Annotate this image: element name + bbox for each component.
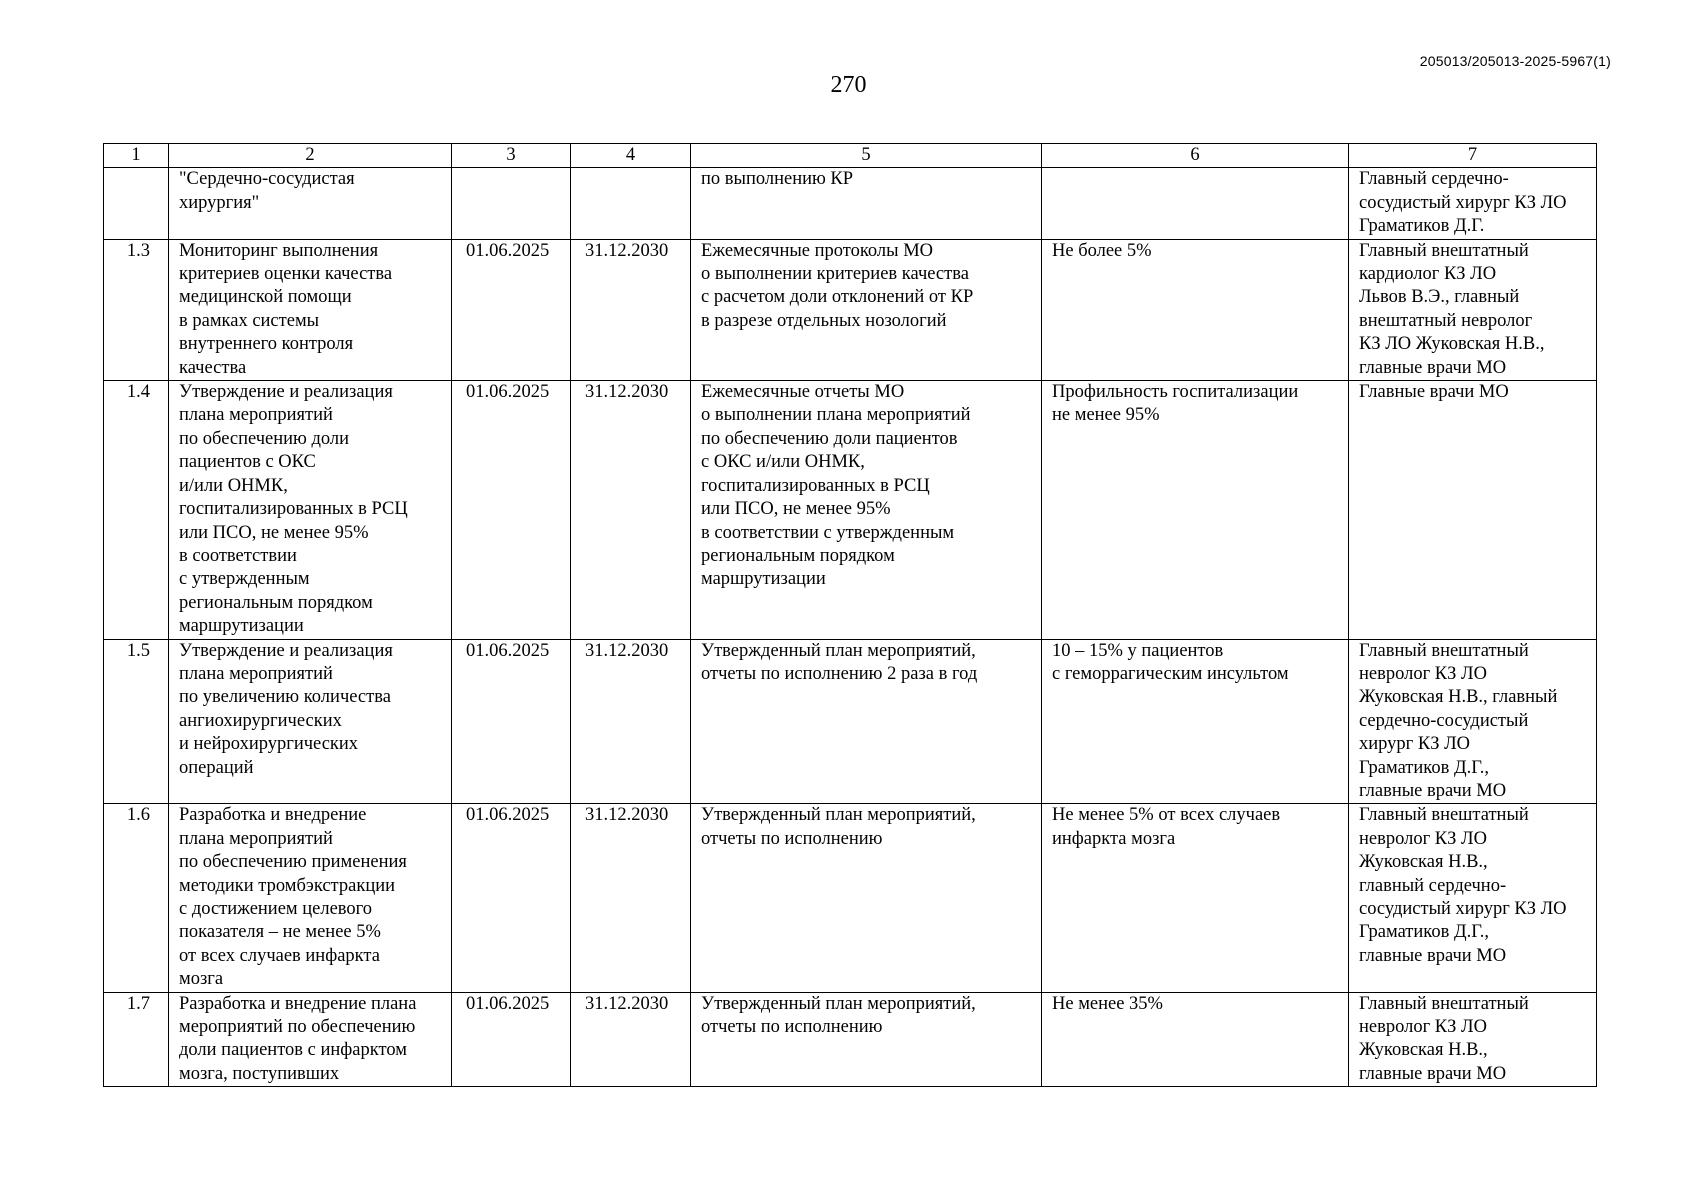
result-cell: Утвержденный план мероприятий, отчеты по исполнению 2 раза в год bbox=[691, 639, 1042, 804]
item-number: 1.7 bbox=[104, 992, 169, 1087]
column-header: 1 bbox=[104, 144, 169, 168]
start-date-cell: 01.06.2025 bbox=[452, 639, 571, 804]
result-cell: по выполнению КР bbox=[691, 168, 1042, 239]
document-id: 205013/205013-2025-5967(1) bbox=[1419, 53, 1611, 69]
column-header: 7 bbox=[1349, 144, 1597, 168]
responsible-cell: Главный внештатный невролог КЗ ЛО Жуковская Н.В., главный сердечно- сосудистый хирург КЗ ЛО Граматиков Д.Г., главные врачи МО bbox=[1349, 804, 1597, 992]
result-cell: Ежемесячные отчеты МО о выполнении плана мероприятий по обеспечению доли пациентов с ОКС и/или ОНМК, госпитализированных в РСЦ или ПСО, не менее 95% в соответствии с утвержденным региональным порядком маршрутизации bbox=[691, 381, 1042, 639]
column-header: 3 bbox=[452, 144, 571, 168]
responsible-cell: Главные врачи МО bbox=[1349, 381, 1597, 639]
indicator-cell bbox=[1042, 168, 1349, 239]
responsible-cell: Главный внештатный невролог КЗ ЛО Жуковская Н.В., главный сердечно-сосудистый хирург КЗ ЛО Граматиков Д.Г., главные врачи МО bbox=[1349, 639, 1597, 804]
end-date-cell bbox=[571, 168, 691, 239]
column-number-row bbox=[104, 144, 1597, 168]
indicator-cell: Не менее 5% от всех случаев инфаркта мозга bbox=[1042, 804, 1349, 992]
activity-cell: Разработка и внедрение плана мероприятий по обеспечению доли пациентов с инфарктом мозга, поступивших bbox=[169, 992, 452, 1087]
item-number: 1.5 bbox=[104, 639, 169, 804]
responsible-cell: Главный внештатный кардиолог КЗ ЛО Львов В.Э., главный внештатный невролог КЗ ЛО Жуковская Н.В., главные врачи МО bbox=[1349, 239, 1597, 380]
indicator-cell: Не менее 35% bbox=[1042, 992, 1349, 1087]
activities-table bbox=[103, 143, 1597, 1087]
item-number: 1.4 bbox=[104, 381, 169, 639]
column-header: 2 bbox=[169, 144, 452, 168]
activity-cell: Разработка и внедрение плана мероприятий по обеспечению применения методики тромбэкстракции с достижением целевого показателя – не менее 5% от всех случаев инфаркта мозга bbox=[169, 804, 452, 992]
end-date-cell: 31.12.2030 bbox=[571, 804, 691, 992]
end-date-cell: 31.12.2030 bbox=[571, 992, 691, 1087]
activity-cell: Мониторинг выполнения критериев оценки качества медицинской помощи в рамках системы внутреннего контроля качества bbox=[169, 239, 452, 380]
result-cell: Утвержденный план мероприятий, отчеты по исполнению bbox=[691, 804, 1042, 992]
page-number: 270 bbox=[830, 72, 867, 98]
item-number bbox=[104, 168, 169, 239]
start-date-cell: 01.06.2025 bbox=[452, 992, 571, 1087]
responsible-cell: Главный сердечно- сосудистый хирург КЗ ЛО Граматиков Д.Г. bbox=[1349, 168, 1597, 239]
table-row bbox=[104, 239, 1597, 380]
activity-cell: "Сердечно-сосудистая хирургия" bbox=[169, 168, 452, 239]
indicator-cell: Профильность госпитализации не менее 95% bbox=[1042, 381, 1349, 639]
table-row bbox=[104, 381, 1597, 639]
start-date-cell: 01.06.2025 bbox=[452, 381, 571, 639]
indicator-cell: 10 – 15% у пациентов с геморрагическим инсультом bbox=[1042, 639, 1349, 804]
table-row bbox=[104, 804, 1597, 992]
end-date-cell: 31.12.2030 bbox=[571, 381, 691, 639]
item-number: 1.6 bbox=[104, 804, 169, 992]
item-number: 1.3 bbox=[104, 239, 169, 380]
table-row bbox=[104, 168, 1597, 239]
responsible-cell: Главный внештатный невролог КЗ ЛО Жуковская Н.В., главные врачи МО bbox=[1349, 992, 1597, 1087]
result-cell: Ежемесячные протоколы МО о выполнении критериев качества с расчетом доли отклонений от КР в разрезе отдельных нозологий bbox=[691, 239, 1042, 380]
start-date-cell: 01.06.2025 bbox=[452, 239, 571, 380]
column-header: 6 bbox=[1042, 144, 1349, 168]
activity-cell: Утверждение и реализация плана мероприятий по увеличению количества ангиохирургических и нейрохирургических операций bbox=[169, 639, 452, 804]
column-header: 5 bbox=[691, 144, 1042, 168]
end-date-cell: 31.12.2030 bbox=[571, 639, 691, 804]
table-row bbox=[104, 992, 1597, 1087]
indicator-cell: Не более 5% bbox=[1042, 239, 1349, 380]
start-date-cell bbox=[452, 168, 571, 239]
result-cell: Утвержденный план мероприятий, отчеты по исполнению bbox=[691, 992, 1042, 1087]
column-header: 4 bbox=[571, 144, 691, 168]
start-date-cell: 01.06.2025 bbox=[452, 804, 571, 992]
activity-cell: Утверждение и реализация плана мероприятий по обеспечению доли пациентов с ОКС и/или ОНМК, госпитализированных в РСЦ или ПСО, не менее 95% в соответствии с утвержденным региональным порядком маршрутизации bbox=[169, 381, 452, 639]
table-row bbox=[104, 639, 1597, 804]
end-date-cell: 31.12.2030 bbox=[571, 239, 691, 380]
